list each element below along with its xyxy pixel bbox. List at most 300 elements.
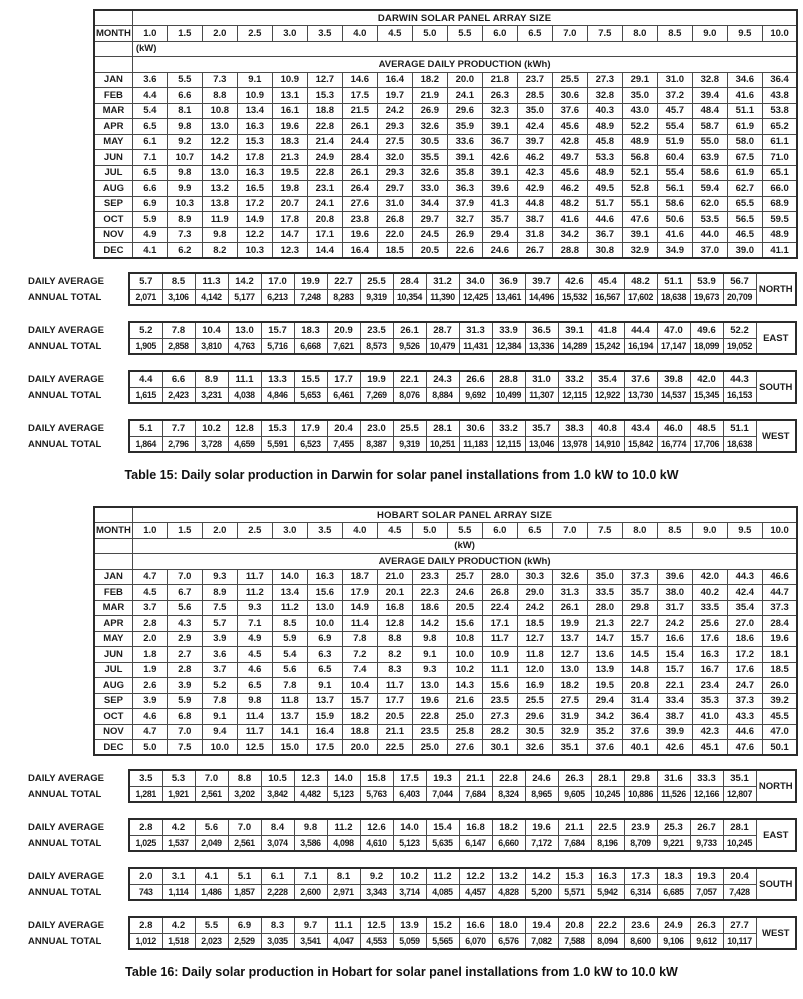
annual-total-value: 15,242: [591, 338, 624, 354]
annual-total-row: [129, 884, 796, 900]
month-label: FEB: [94, 88, 132, 104]
annual-total-value: 6,523: [294, 436, 327, 452]
production-value: 48.9: [762, 227, 797, 243]
production-value: 37.2: [657, 88, 692, 104]
production-value: 20.1: [377, 585, 412, 601]
production-value: 7.3: [167, 227, 202, 243]
annual-total-value: 3,106: [162, 289, 195, 305]
daily-average-row: [129, 322, 796, 338]
production-value: 24.6: [447, 585, 482, 601]
production-value: 24.5: [412, 227, 447, 243]
production-value: 48.9: [587, 119, 622, 135]
production-value: 21.5: [342, 103, 377, 119]
month-label: SEP: [94, 196, 132, 212]
daily-average-value: 34.0: [459, 273, 492, 289]
annual-total-value: 6,668: [294, 338, 327, 354]
daily-average-value: 23.5: [360, 322, 393, 338]
production-value: 32.3: [482, 103, 517, 119]
production-value: 65.5: [727, 196, 762, 212]
production-value: 28.0: [482, 569, 517, 585]
production-value: 7.8: [202, 693, 237, 709]
production-value: 33.5: [692, 600, 727, 616]
array-size-header: 9.0: [692, 26, 727, 42]
production-value: 17.9: [342, 585, 377, 601]
production-value: 9.4: [202, 724, 237, 740]
production-value: 2.9: [167, 631, 202, 647]
array-size-header: 4.0: [342, 26, 377, 42]
production-value: 26.8: [377, 212, 412, 228]
production-value: 23.4: [692, 678, 727, 694]
production-value: 13.4: [237, 103, 272, 119]
daily-average-value: 7.8: [162, 322, 195, 338]
array-size-header: 1.0: [132, 26, 167, 42]
orientation-summary-block: [28, 916, 803, 952]
daily-average-value: 20.9: [327, 322, 360, 338]
production-value: 26.1: [342, 119, 377, 135]
daily-average-value: 17.9: [294, 420, 327, 436]
orientation-summary-block: [28, 867, 803, 903]
annual-total-value: 11,307: [525, 387, 558, 403]
production-value: 12.5: [237, 740, 272, 756]
production-value: 15.7: [342, 693, 377, 709]
production-value: 3.9: [202, 631, 237, 647]
daily-average-value: 51.1: [657, 273, 690, 289]
annual-total-value: 4,038: [228, 387, 261, 403]
daily-average-value: 39.7: [525, 273, 558, 289]
production-value: 36.7: [587, 227, 622, 243]
array-size-header: 3.0: [272, 26, 307, 42]
production-value: 68.9: [762, 196, 797, 212]
daily-average-value: 23.9: [624, 819, 657, 835]
production-value: 58.6: [657, 196, 692, 212]
production-value: 22.3: [412, 585, 447, 601]
summary-labels: [28, 818, 128, 852]
orientation-summary-block: [28, 321, 803, 357]
array-size-header: 1.5: [167, 26, 202, 42]
production-value: 5.9: [132, 212, 167, 228]
month-label: APR: [94, 119, 132, 135]
production-value: 4.4: [132, 88, 167, 104]
daily-average-value: 25.5: [393, 420, 426, 436]
annual-total-value: 743: [129, 884, 162, 900]
production-value: 41.6: [657, 227, 692, 243]
annual-total-value: 8,709: [624, 835, 657, 851]
production-value: 23.5: [412, 724, 447, 740]
production-value: 14.2: [412, 616, 447, 632]
production-value: 16.7: [692, 662, 727, 678]
production-value: 5.4: [272, 647, 307, 663]
month-row: [94, 709, 797, 725]
annual-total-value: 2,529: [228, 933, 261, 949]
production-value: 3.6: [132, 72, 167, 88]
daily-average-value: 15.4: [426, 819, 459, 835]
production-value: 41.0: [692, 709, 727, 725]
production-value: 10.0: [307, 616, 342, 632]
production-value: 7.1: [237, 616, 272, 632]
production-value: 11.2: [237, 585, 272, 601]
annual-total-value: 6,403: [393, 786, 426, 802]
production-value: 9.2: [167, 134, 202, 150]
production-value: 71.0: [762, 150, 797, 166]
daily-average-value: 33.3: [690, 770, 723, 786]
production-value: 7.3: [202, 72, 237, 88]
production-value: 11.8: [517, 647, 552, 663]
production-value: 40.1: [622, 740, 657, 756]
daily-average-row: [129, 770, 796, 786]
annual-total-value: 14,496: [525, 289, 558, 305]
annual-total-value: 12,384: [492, 338, 525, 354]
production-value: 59.5: [762, 212, 797, 228]
annual-total-value: 5,123: [327, 786, 360, 802]
orientation-summary-block: [28, 818, 803, 854]
daily-average-value: 6.9: [228, 917, 261, 933]
production-value: 19.6: [272, 119, 307, 135]
production-value: 4.3: [167, 616, 202, 632]
annual-total-value: 2,796: [162, 436, 195, 452]
month-row: [94, 616, 797, 632]
array-size-header: 6.5: [517, 26, 552, 42]
month-row: [94, 662, 797, 678]
daily-average-value: 13.3: [261, 371, 294, 387]
production-value: 5.6: [272, 662, 307, 678]
daily-average-value: 26.3: [558, 770, 591, 786]
daily-average-value: 47.0: [657, 322, 690, 338]
annual-total-value: 3,810: [195, 338, 228, 354]
daily-average-value: 12.5: [360, 917, 393, 933]
production-value: 6.1: [132, 134, 167, 150]
orientation-summary-block: [28, 419, 803, 455]
production-value: 60.4: [657, 150, 692, 166]
annual-total-value: 2,600: [294, 884, 327, 900]
production-value: 9.1: [202, 709, 237, 725]
daily-average-value: 31.0: [525, 371, 558, 387]
production-value: 25.5: [552, 72, 587, 88]
annual-total-value: 4,457: [459, 884, 492, 900]
orientation-label: SOUTH: [756, 371, 796, 403]
production-value: 15.0: [272, 740, 307, 756]
production-value: 66.0: [762, 181, 797, 197]
daily-average-value: 40.8: [591, 420, 624, 436]
daily-average-value: 22.8: [492, 770, 525, 786]
monthly-production-table: [93, 506, 798, 756]
annual-total-value: 8,324: [492, 786, 525, 802]
annual-total-value: 7,057: [690, 884, 723, 900]
month-row: [94, 150, 797, 166]
production-value: 18.3: [272, 134, 307, 150]
annual-total-value: 7,269: [360, 387, 393, 403]
annual-total-value: 4,098: [327, 835, 360, 851]
daily-average-value: 31.2: [426, 273, 459, 289]
month-label: MAR: [94, 600, 132, 616]
production-value: 23.3: [412, 569, 447, 585]
annual-total-value: 4,047: [327, 933, 360, 949]
daily-average-value: 19.4: [525, 917, 558, 933]
daily-average-value: 23.0: [360, 420, 393, 436]
month-row: [94, 585, 797, 601]
production-value: 16.1: [272, 103, 307, 119]
production-value: 20.8: [622, 678, 657, 694]
production-value: 19.6: [412, 693, 447, 709]
annual-total-row: [129, 786, 796, 802]
production-value: 12.7: [307, 72, 342, 88]
production-value: 22.8: [307, 165, 342, 181]
blank-corner-cell: [94, 10, 132, 26]
daily-average-value: 4.2: [162, 917, 195, 933]
production-value: 38.0: [657, 585, 692, 601]
daily-average-value: 10.4: [195, 322, 228, 338]
production-value: 65.1: [762, 165, 797, 181]
month-row: [94, 724, 797, 740]
annual-total-value: 5,591: [261, 436, 294, 452]
production-value: 29.7: [412, 212, 447, 228]
production-value: 1.8: [132, 647, 167, 663]
production-value: 35.7: [482, 212, 517, 228]
production-value: 34.2: [552, 227, 587, 243]
daily-average-value: 21.1: [459, 770, 492, 786]
production-value: 9.9: [167, 181, 202, 197]
annual-total-value: 10,245: [591, 786, 624, 802]
production-value: 5.6: [167, 600, 202, 616]
production-value: 13.7: [552, 631, 587, 647]
production-value: 6.7: [167, 585, 202, 601]
production-value: 18.2: [342, 709, 377, 725]
production-value: 28.4: [342, 150, 377, 166]
orientation-label: NORTH: [756, 770, 796, 802]
production-value: 12.7: [517, 631, 552, 647]
production-value: 22.8: [307, 119, 342, 135]
daily-average-value: 20.4: [723, 868, 756, 884]
production-value: 16.4: [307, 724, 342, 740]
production-value: 46.2: [552, 181, 587, 197]
production-value: 53.3: [587, 150, 622, 166]
production-value: 9.8: [412, 631, 447, 647]
daily-average-value: 24.6: [525, 770, 558, 786]
production-value: 48.9: [622, 134, 657, 150]
production-value: 2.6: [132, 678, 167, 694]
daily-average-value: 13.9: [393, 917, 426, 933]
daily-average-value: 43.4: [624, 420, 657, 436]
production-value: 13.0: [202, 119, 237, 135]
production-value: 48.4: [692, 103, 727, 119]
production-value: 15.9: [307, 709, 342, 725]
production-value: 61.9: [727, 165, 762, 181]
daily-average-value: 12.2: [459, 868, 492, 884]
production-value: 11.7: [482, 631, 517, 647]
production-value: 8.3: [377, 662, 412, 678]
production-value: 35.4: [727, 600, 762, 616]
daily-average-value: 28.4: [393, 273, 426, 289]
production-value: 14.4: [307, 243, 342, 259]
daily-average-value: 7.0: [228, 819, 261, 835]
production-value: 11.7: [377, 678, 412, 694]
daily-average-value: 30.6: [459, 420, 492, 436]
annual-total-value: 17,706: [690, 436, 723, 452]
production-value: 18.2: [552, 678, 587, 694]
annual-total-value: 4,142: [195, 289, 228, 305]
main-table-body: [94, 10, 797, 258]
daily-average-value: 38.3: [558, 420, 591, 436]
production-value: 9.1: [412, 647, 447, 663]
production-value: 30.8: [587, 243, 622, 259]
production-value: 23.8: [342, 212, 377, 228]
month-label: OCT: [94, 212, 132, 228]
orientation-label: WEST: [756, 917, 796, 949]
array-size-header: 9.0: [692, 523, 727, 539]
daily-average-row: [129, 819, 796, 835]
daily-average-value: 23.6: [624, 917, 657, 933]
annual-total-value: 2,561: [228, 835, 261, 851]
production-value: 22.4: [482, 600, 517, 616]
production-value: 12.0: [517, 662, 552, 678]
production-value: 17.7: [377, 693, 412, 709]
annual-total-value: 5,716: [261, 338, 294, 354]
annual-total-value: 3,541: [294, 933, 327, 949]
annual-total-value: 1,857: [228, 884, 261, 900]
production-value: 8.9: [202, 585, 237, 601]
production-value: 10.8: [447, 631, 482, 647]
daily-average-value: 18.3: [657, 868, 690, 884]
blank-cell: [94, 538, 132, 554]
production-value: 32.6: [517, 740, 552, 756]
production-value: 37.3: [622, 569, 657, 585]
annual-total-value: 8,573: [360, 338, 393, 354]
annual-total-value: 8,076: [393, 387, 426, 403]
production-value: 58.6: [692, 165, 727, 181]
annual-total-value: 8,283: [327, 289, 360, 305]
production-value: 45.6: [552, 165, 587, 181]
production-value: 10.9: [237, 88, 272, 104]
month-row: [94, 165, 797, 181]
blank-cell: [94, 57, 132, 73]
production-value: 7.8: [342, 631, 377, 647]
summary-table: [128, 769, 797, 803]
daily-average-value: 19.3: [690, 868, 723, 884]
month-row: [94, 569, 797, 585]
production-value: 62.7: [727, 181, 762, 197]
production-value: 18.1: [762, 647, 797, 663]
array-size-header: 4.5: [377, 523, 412, 539]
production-value: 2.8: [167, 662, 202, 678]
array-size-header: 7.5: [587, 523, 622, 539]
daily-average-label: DAILY AVERAGE: [28, 325, 105, 336]
month-label: DEC: [94, 243, 132, 259]
daily-average-value: 11.2: [327, 819, 360, 835]
production-value: 6.2: [167, 243, 202, 259]
annual-total-value: 7,684: [558, 835, 591, 851]
production-value: 13.2: [202, 181, 237, 197]
production-value: 16.6: [657, 631, 692, 647]
daily-average-value: 2.8: [129, 917, 162, 933]
daily-average-value: 35.7: [525, 420, 558, 436]
annual-total-value: 4,610: [360, 835, 393, 851]
daily-average-value: 44.4: [624, 322, 657, 338]
production-value: 12.3: [272, 243, 307, 259]
daily-average-value: 8.1: [327, 868, 360, 884]
annual-total-value: 15,842: [624, 436, 657, 452]
daily-average-value: 12.3: [294, 770, 327, 786]
daily-average-value: 22.1: [393, 371, 426, 387]
production-value: 17.1: [482, 616, 517, 632]
production-value: 11.4: [237, 709, 272, 725]
table-title-row: [94, 507, 797, 523]
production-value: 8.8: [377, 631, 412, 647]
annual-total-value: 8,094: [591, 933, 624, 949]
summary-table: [128, 916, 797, 950]
production-value: 3.9: [167, 678, 202, 694]
annual-total-value: 3,714: [393, 884, 426, 900]
annual-total-value: 19,052: [723, 338, 756, 354]
production-value: 11.8: [272, 693, 307, 709]
daily-average-value: 24.3: [426, 371, 459, 387]
daily-average-value: 5.6: [195, 819, 228, 835]
daily-average-value: 26.3: [690, 917, 723, 933]
production-value: 14.9: [342, 600, 377, 616]
daily-average-value: 56.7: [723, 273, 756, 289]
production-value: 18.7: [342, 569, 377, 585]
array-size-header: 7.0: [552, 523, 587, 539]
daily-average-value: 14.2: [228, 273, 261, 289]
month-row: [94, 212, 797, 228]
month-label: FEB: [94, 585, 132, 601]
production-value: 12.2: [202, 134, 237, 150]
production-value: 14.7: [272, 227, 307, 243]
daily-average-value: 5.5: [195, 917, 228, 933]
array-size-header: 3.5: [307, 26, 342, 42]
production-value: 44.6: [587, 212, 622, 228]
production-value: 37.9: [447, 196, 482, 212]
annual-total-value: 2,561: [195, 786, 228, 802]
annual-total-value: 11,431: [459, 338, 492, 354]
daily-average-value: 26.1: [393, 322, 426, 338]
production-value: 7.0: [167, 569, 202, 585]
production-value: 6.6: [132, 181, 167, 197]
production-value: 21.3: [587, 616, 622, 632]
production-value: 9.3: [237, 600, 272, 616]
production-value: 20.5: [447, 600, 482, 616]
production-value: 58.0: [727, 134, 762, 150]
production-value: 3.7: [132, 600, 167, 616]
production-value: 37.0: [692, 243, 727, 259]
daily-average-value: 31.6: [657, 770, 690, 786]
production-value: 32.9: [552, 724, 587, 740]
daily-average-value: 52.2: [723, 322, 756, 338]
production-value: 4.1: [132, 243, 167, 259]
daily-average-value: 9.8: [294, 819, 327, 835]
production-value: 20.7: [272, 196, 307, 212]
production-value: 31.0: [377, 196, 412, 212]
production-value: 15.3: [237, 134, 272, 150]
month-label: OCT: [94, 709, 132, 725]
annual-total-value: 4,828: [492, 884, 525, 900]
production-value: 16.5: [237, 181, 272, 197]
production-value: 7.8: [272, 678, 307, 694]
month-label: SEP: [94, 693, 132, 709]
production-value: 27.3: [482, 709, 517, 725]
production-value: 26.3: [482, 88, 517, 104]
production-value: 14.6: [342, 72, 377, 88]
production-value: 67.5: [727, 150, 762, 166]
annual-total-value: 20,709: [723, 289, 756, 305]
production-value: 24.7: [727, 678, 762, 694]
production-value: 55.4: [657, 119, 692, 135]
production-value: 24.2: [377, 103, 412, 119]
production-value: 31.9: [552, 709, 587, 725]
production-value: 61.1: [762, 134, 797, 150]
production-value: 15.6: [482, 678, 517, 694]
array-size-header: 10.0: [762, 523, 797, 539]
production-value: 39.6: [482, 181, 517, 197]
annual-total-label: ANNUAL TOTAL: [28, 439, 102, 450]
